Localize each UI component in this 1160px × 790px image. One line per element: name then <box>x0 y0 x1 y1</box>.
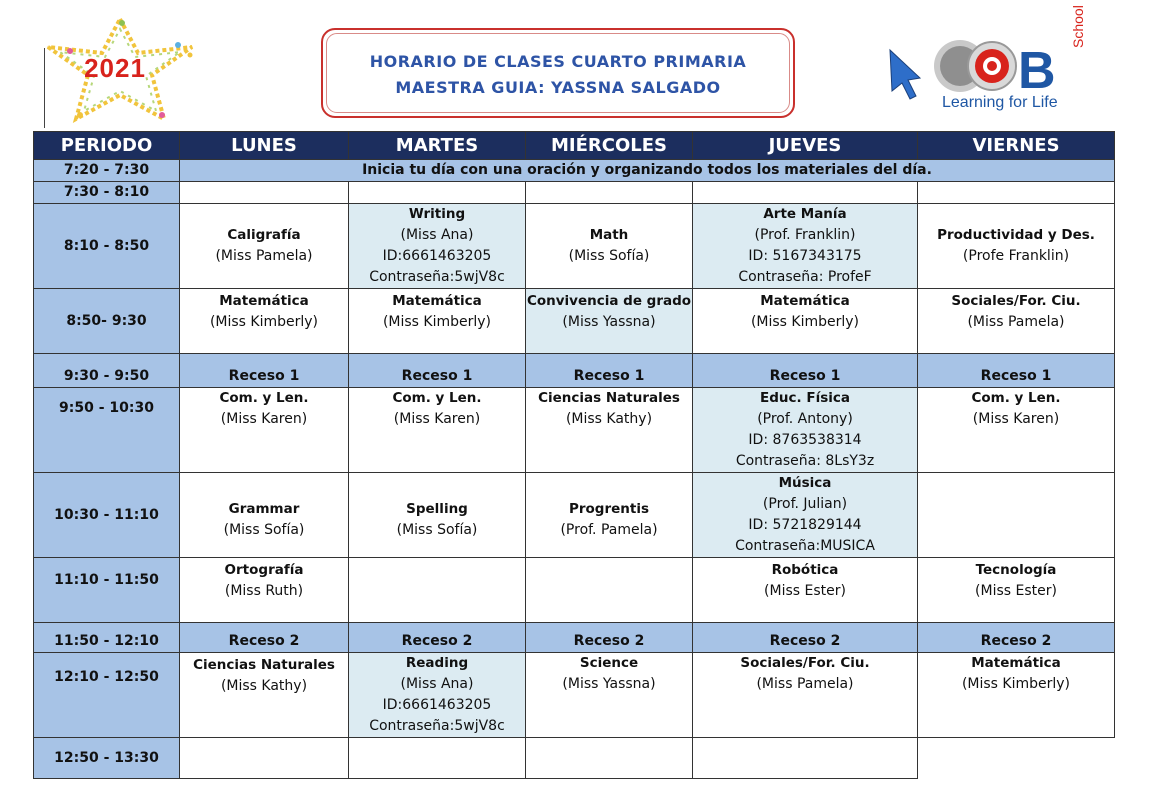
subject-label: Com. y Len. <box>971 390 1061 406</box>
year-star-badge <box>40 15 200 125</box>
schedule-cell <box>693 182 918 204</box>
table-row <box>34 182 1115 204</box>
period-cell: 7:20 - 7:30 <box>34 160 180 182</box>
recess-cell: Receso 1 <box>180 354 349 388</box>
subject-label: Caligrafía <box>227 227 301 243</box>
teacher-label: (Miss Karen) <box>220 411 308 427</box>
period-cell: 12:50 - 13:30 <box>34 738 180 779</box>
school-logo <box>880 5 1095 115</box>
subject-label: Com. y Len. <box>392 390 482 406</box>
meeting-id: ID: 5167343175 <box>748 248 862 264</box>
header-jueves: JUEVES <box>693 132 918 160</box>
period-cell: 11:50 - 12:10 <box>34 623 180 653</box>
teacher-label: (Miss Kimberly) <box>750 314 860 330</box>
table-row <box>34 623 1115 653</box>
teacher-label: (Miss Kimberly) <box>209 314 319 330</box>
subject-label: Convivencia de grado <box>526 293 692 309</box>
teacher-label: (Miss Ester) <box>975 583 1057 599</box>
teacher-label: (Miss Ester) <box>764 583 846 599</box>
table-row <box>34 653 1115 738</box>
meeting-password: Contraseña:5wjV8c <box>369 718 505 734</box>
subject-label: Math <box>589 227 629 243</box>
logo-school-text: School <box>1070 5 1086 48</box>
subject-label: Arte Manía <box>763 206 847 222</box>
subject-label: Ciencias Naturales <box>193 657 335 673</box>
schedule-cell <box>349 558 526 623</box>
subject-label: Educ. Física <box>760 390 850 406</box>
meeting-password: Contraseña:5wjV8c <box>369 269 505 285</box>
schedule-cell <box>526 653 693 738</box>
table-row <box>34 160 1115 182</box>
schedule-cell <box>693 558 918 623</box>
teacher-label: (Miss Karen) <box>972 411 1060 427</box>
subject-label: Matemática <box>219 293 309 309</box>
subject-label: Tecnología <box>975 562 1057 578</box>
schedule-cell <box>918 182 1115 204</box>
schedule-cell <box>180 653 349 738</box>
schedule-cell <box>526 289 693 354</box>
subject-label: Ciencias Naturales <box>538 390 680 406</box>
period-cell: 9:50 - 10:30 <box>34 388 180 473</box>
period-cell: 8:10 - 8:50 <box>34 204 180 289</box>
subject-label: Matemática <box>392 293 482 309</box>
recess-cell: Receso 2 <box>693 623 918 653</box>
subject-label: Writing <box>408 206 466 222</box>
schedule-cell <box>180 738 349 779</box>
meeting-id: ID:6661463205 <box>382 697 492 713</box>
teacher-label: (Miss Karen) <box>393 411 481 427</box>
teacher-label: (Miss Ana) <box>400 227 474 243</box>
teacher-label: (Miss Yassna) <box>562 676 656 692</box>
schedule-cell <box>349 289 526 354</box>
period-cell: 8:50- 9:30 <box>34 289 180 354</box>
teacher-label: (Miss Pamela) <box>756 676 854 692</box>
period-cell: 7:30 - 8:10 <box>34 182 180 204</box>
schedule-cell <box>693 204 918 289</box>
table-row <box>34 558 1115 623</box>
header-periodo: PERIODO <box>34 132 180 160</box>
margin-line <box>44 48 45 128</box>
schedule-cell <box>180 204 349 289</box>
header-lunes: LUNES <box>180 132 349 160</box>
teacher-label: (Prof. Franklin) <box>754 227 856 243</box>
empty-cell <box>918 738 1115 779</box>
teacher-label: (Miss Sofía) <box>223 522 305 538</box>
recess-cell: Receso 2 <box>349 623 526 653</box>
teacher-label: (Miss Kimberly) <box>961 676 1071 692</box>
recess-cell: Receso 2 <box>526 623 693 653</box>
subject-label: Sociales/For. Ciu. <box>951 293 1081 309</box>
recess-cell: Receso 2 <box>180 623 349 653</box>
subject-label: Robótica <box>771 562 839 578</box>
schedule-cell <box>180 473 349 558</box>
table-row <box>34 354 1115 388</box>
period-cell: 12:10 - 12:50 <box>34 653 180 738</box>
teacher-label: (Prof. Pamela) <box>560 522 658 538</box>
logo-letter-b: B <box>1018 42 1056 100</box>
period-cell: 10:30 - 11:10 <box>34 473 180 558</box>
teacher-label: (Miss Ruth) <box>224 583 304 599</box>
subject-label: Productividad y Des. <box>937 227 1095 243</box>
subject-label: Com. y Len. <box>219 390 309 406</box>
schedule-cell <box>180 289 349 354</box>
logo-tagline: Learning for Life <box>942 94 1058 111</box>
teacher-label: (Miss Kathy) <box>220 678 308 694</box>
teacher-label: (Miss Yassna) <box>562 314 656 330</box>
subject-label: Música <box>778 475 832 491</box>
meeting-password: Contraseña: ProfeF <box>738 269 872 285</box>
schedule-cell <box>526 558 693 623</box>
meeting-password: Contraseña:MUSICA <box>735 538 875 554</box>
schedule-cell <box>918 388 1115 473</box>
teacher-label: (Miss Kathy) <box>565 411 653 427</box>
title-box <box>321 28 795 118</box>
teacher-label: (Prof. Julian) <box>762 496 848 512</box>
schedule-cell <box>349 182 526 204</box>
recess-cell: Receso 1 <box>526 354 693 388</box>
subject-label: Reading <box>405 655 469 671</box>
schedule-cell <box>918 558 1115 623</box>
meeting-id: ID: 8763538314 <box>748 432 862 448</box>
schedule-cell <box>526 204 693 289</box>
schedule-cell <box>918 289 1115 354</box>
subject-label: Grammar <box>228 501 300 517</box>
schedule-cell <box>349 204 526 289</box>
recess-cell: Receso 1 <box>349 354 526 388</box>
teacher-label: (Prof. Antony) <box>757 411 853 427</box>
subject-label: Matemática <box>971 655 1061 671</box>
header-viernes: VIERNES <box>918 132 1115 160</box>
subject-label: Science <box>579 655 639 671</box>
teacher-label: (Miss Sofía) <box>568 248 650 264</box>
schedule-cell <box>526 388 693 473</box>
title-line-2: MAESTRA GUIA: YASSNA SALGADO <box>395 78 721 97</box>
table-row <box>34 204 1115 289</box>
teacher-label: (Profe Franklin) <box>962 248 1070 264</box>
subject-label: Spelling <box>406 501 468 517</box>
table-row <box>34 473 1115 558</box>
header-row <box>34 132 1115 160</box>
schedule-table <box>33 131 1115 779</box>
schedule-cell <box>349 738 526 779</box>
table-row <box>34 289 1115 354</box>
meeting-id: ID: 5721829144 <box>748 517 862 533</box>
period-cell: 11:10 - 11:50 <box>34 558 180 623</box>
table-row <box>34 388 1115 473</box>
teacher-label: (Miss Pamela) <box>967 314 1065 330</box>
meeting-id: ID:6661463205 <box>382 248 492 264</box>
schedule-cell <box>180 182 349 204</box>
schedule-cell <box>526 738 693 779</box>
schedule-cell <box>180 388 349 473</box>
schedule-cell <box>349 473 526 558</box>
schedule-cell <box>693 653 918 738</box>
title-line-1: HORARIO DE CLASES CUARTO PRIMARIA <box>369 52 747 71</box>
schedule-cell <box>918 204 1115 289</box>
teacher-label: (Miss Pamela) <box>215 248 313 264</box>
recess-cell: Receso 2 <box>918 623 1115 653</box>
table-row <box>34 738 1115 779</box>
header-martes: MARTES <box>349 132 526 160</box>
schedule-cell <box>918 653 1115 738</box>
teacher-label: (Miss Ana) <box>400 676 474 692</box>
schedule-cell <box>693 388 918 473</box>
subject-label: Matemática <box>760 293 850 309</box>
schedule-cell <box>526 473 693 558</box>
header-miercoles: MIÉRCOLES <box>526 132 693 160</box>
teacher-label: (Miss Kimberly) <box>382 314 492 330</box>
recess-cell: Receso 1 <box>693 354 918 388</box>
subject-label: Progrentis <box>568 501 650 517</box>
schedule-cell <box>693 289 918 354</box>
subject-label: Ortografía <box>224 562 304 578</box>
teacher-label: (Miss Sofía) <box>396 522 478 538</box>
period-cell: 9:30 - 9:50 <box>34 354 180 388</box>
schedule-cell <box>349 388 526 473</box>
recess-cell: Receso 1 <box>918 354 1115 388</box>
subject-label: Sociales/For. Ciu. <box>740 655 870 671</box>
schedule-cell <box>526 182 693 204</box>
schedule-cell <box>693 473 918 558</box>
schedule-cell <box>918 473 1115 558</box>
schedule-cell <box>349 653 526 738</box>
schedule-cell <box>180 558 349 623</box>
schedule-cell <box>693 738 918 779</box>
year-label: 2021 <box>84 53 146 83</box>
morning-note: Inicia tu día con una oración y organizando todos los materiales del día. <box>180 160 1115 182</box>
meeting-password: Contraseña: 8LsY3z <box>735 453 875 469</box>
